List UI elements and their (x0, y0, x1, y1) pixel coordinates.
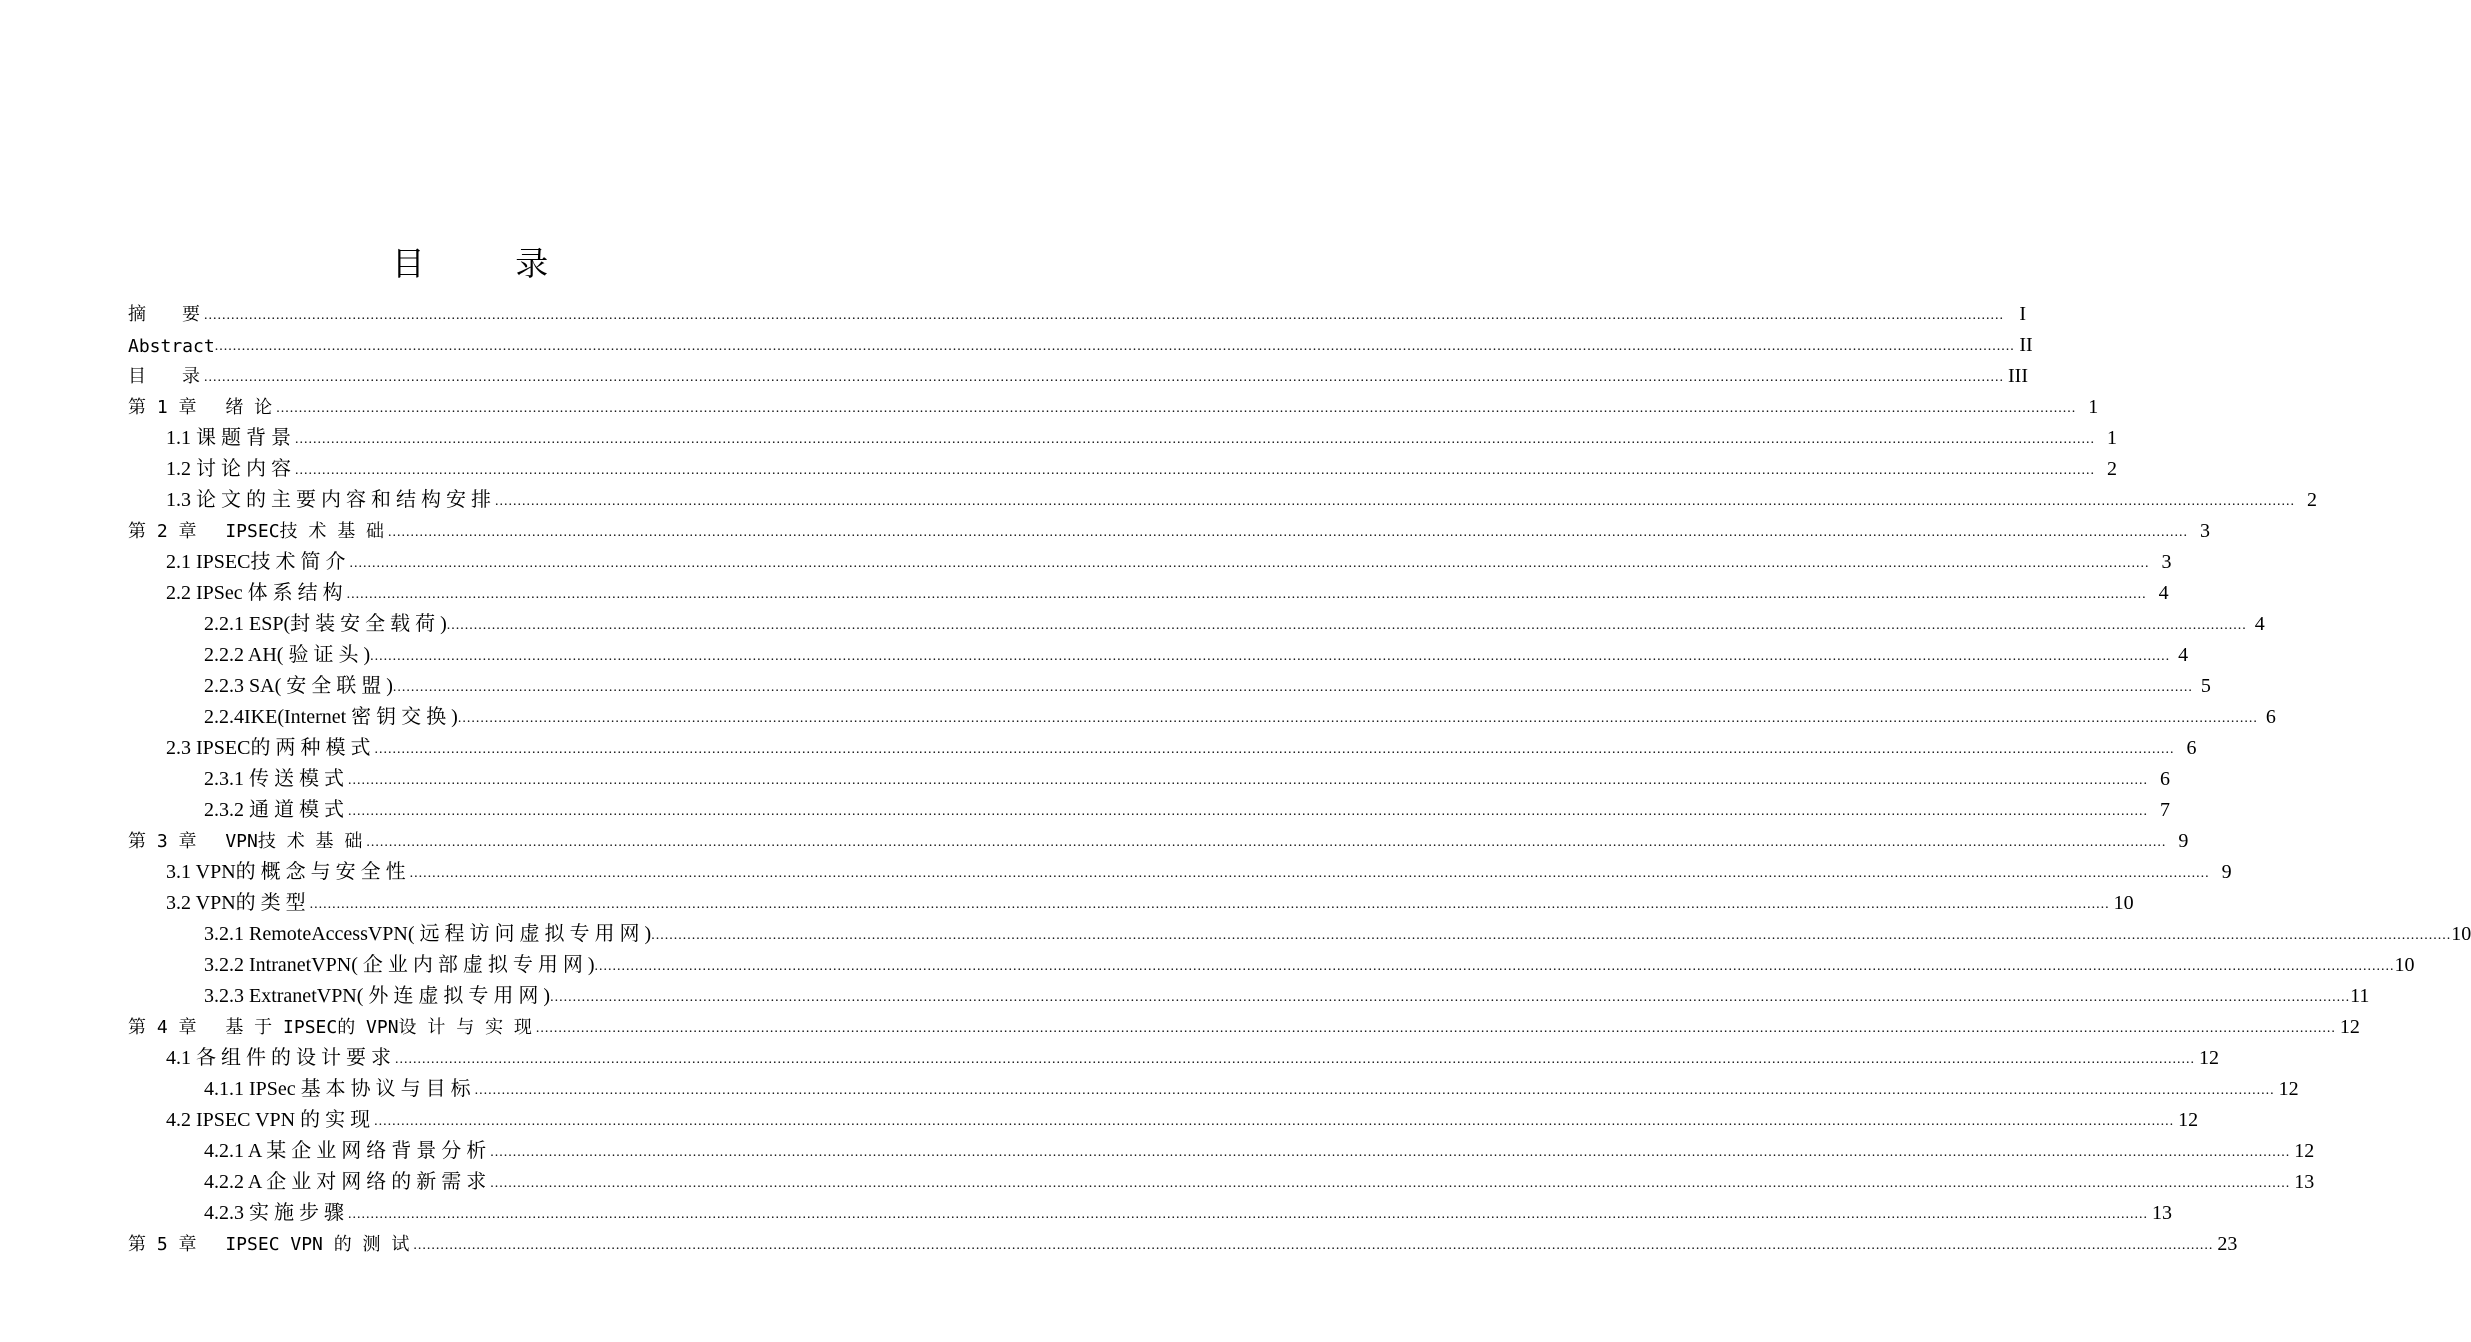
toc-leader-dots: ................................................................................................................................................................................................................................................................................................................................................................................................................ (446, 618, 2247, 633)
toc-entry-label: 3.2 VPN的 类 型 (166, 892, 306, 914)
toc-entry-label: 4.1.1 IPSec 基 本 协 议 与 目 标 (204, 1078, 471, 1100)
toc-leader-dots: ................................................................................................................................................................................................................................................................................................................................................................................................................ (474, 1083, 2275, 1098)
toc-entry-page: 1 (2107, 427, 2117, 449)
toc-entry-page: 23 (2217, 1233, 2238, 1255)
toc-entry (204, 1133, 2315, 1163)
toc-entry (166, 1040, 2219, 1070)
toc-entry-label: 2.2.4IKE(Internet 密 钥 交 换 ) (204, 706, 458, 728)
toc-entry-label: 第 4 章 基 于 IPSEC的 VPN设 计 与 实 现 (128, 1017, 532, 1038)
toc-leader-dots: ................................................................................................................................................................................................................................................................................................................................................................................................................ (550, 990, 2351, 1005)
toc-entry (128, 513, 2211, 543)
toc-leader-dots: ................................................................................................................................................................................................................................................................................................................................................................................................................ (490, 1176, 2291, 1191)
toc-leader-dots: ................................................................................................................................................................................................................................................................................................................................................................................................................ (366, 835, 2167, 850)
toc-entry (166, 420, 2117, 450)
toc-entry-page: 10 (2113, 892, 2134, 914)
toc-entry-page: 2 (2107, 458, 2117, 480)
toc-leader-dots: ................................................................................................................................................................................................................................................................................................................................................................................................................ (349, 556, 2150, 571)
toc-entry-page: 6 (2186, 737, 2197, 759)
toc-entry-label: 2.3.2 通 道 模 式 (204, 799, 344, 821)
toc-entry-label: 第 2 章 IPSEC技 术 基 础 (128, 521, 385, 542)
toc-entry-page: II (2019, 334, 2033, 356)
toc-entry-page: 1 (2088, 396, 2099, 418)
toc-entry (128, 389, 2099, 419)
toc-entry (204, 1071, 2299, 1101)
toc-entry-label: 2.3 IPSEC的 两 种 模 式 (166, 737, 371, 759)
toc-leader-dots: ................................................................................................................................................................................................................................................................................................................................................................................................................ (374, 742, 2175, 757)
toc-leader-dots: ................................................................................................................................................................................................................................................................................................................................................................................................................ (370, 649, 2171, 664)
toc-leader-dots: ................................................................................................................................................................................................................................................................................................................................................................................................................ (276, 401, 2077, 416)
toc-entry (128, 1009, 2360, 1039)
toc-entry-page: 4 (2178, 644, 2189, 666)
toc-entry-page: 12 (2199, 1047, 2219, 1069)
toc-leader-dots: ................................................................................................................................................................................................................................................................................................................................................................................................................ (348, 804, 2148, 819)
toc-entry-page: 6 (2265, 706, 2276, 728)
toc-entry-label: 第 5 章 IPSEC VPN 的 测 试 (128, 1234, 410, 1255)
toc-entry-page: 13 (2294, 1171, 2315, 1193)
toc-leader-dots: ................................................................................................................................................................................................................................................................................................................................................................................................................ (348, 773, 2148, 788)
toc-entry-page: 12 (2339, 1016, 2360, 1038)
toc-leader-dots: ................................................................................................................................................................................................................................................................................................................................................................................................................ (490, 1145, 2291, 1160)
toc-entry (128, 823, 2189, 853)
toc-entry-page: 2 (2307, 489, 2317, 511)
toc-entry-label: 1.3 论 文 的 主 要 内 容 和 结 构 安 排 (166, 489, 491, 511)
toc-entry (204, 606, 2265, 636)
toc-entry (204, 699, 2276, 729)
toc-entry (166, 451, 2117, 481)
toc-entry-label: 2.2.1 ESP(封 装 安 全 载 荷 ) (204, 613, 447, 635)
toc-entry (128, 296, 2026, 326)
toc-leader-dots: ................................................................................................................................................................................................................................................................................................................................................................................................................ (457, 711, 2258, 726)
toc-entry-label: 4.2.2 A 企 业 对 网 络 的 新 需 求 (204, 1171, 487, 1193)
toc-entry-label: 4.1 各 组 件 的 设 计 要 求 (166, 1047, 391, 1069)
toc-entry-label: 第 1 章 绪 论 (128, 397, 273, 418)
toc-entry-label: 2.2.3 SA( 安 全 联 盟 ) (204, 675, 393, 697)
toc-leader-dots: ................................................................................................................................................................................................................................................................................................................................................................................................................ (348, 1207, 2148, 1222)
toc-leader-dots: ................................................................................................................................................................................................................................................................................................................................................................................................................ (409, 866, 2210, 881)
toc-leader-dots: ................................................................................................................................................................................................................................................................................................................................................................................................................ (204, 370, 2004, 385)
toc-entry-label: 4.2 IPSEC VPN 的 实 现 (166, 1109, 371, 1131)
toc-entry-label: 1.1 课 题 背 景 (166, 427, 291, 449)
toc-entry-label: Abstract (128, 336, 215, 357)
toc-entry-page: 12 (2294, 1140, 2315, 1162)
toc-entry-page: 13 (2152, 1202, 2172, 1224)
toc-entry-page: 11 (2350, 985, 2370, 1007)
toc-entry-label: 1.2 讨 论 内 容 (166, 458, 291, 480)
toc-entry (204, 761, 2170, 791)
toc-entry (204, 1195, 2172, 1225)
toc-leader-dots: ................................................................................................................................................................................................................................................................................................................................................................................................................ (309, 897, 2110, 912)
toc-entry (166, 885, 2134, 915)
toc-entry (128, 358, 2028, 388)
toc-leader-dots: ................................................................................................................................................................................................................................................................................................................................................................................................................ (395, 1052, 2195, 1067)
toc-entry (166, 482, 2317, 512)
toc-entry-label: 4.2.1 A 某 企 业 网 络 背 景 分 析 (204, 1140, 487, 1162)
toc-entry (166, 575, 2169, 605)
toc-entry-page: I (2019, 303, 2026, 325)
toc-entry-page: 10 (2394, 954, 2415, 976)
toc-entry (204, 637, 2189, 667)
toc-leader-dots: ................................................................................................................................................................................................................................................................................................................................................................................................................ (535, 1021, 2336, 1036)
toc-entry-page: 12 (2178, 1109, 2199, 1131)
toc-entry-page: 9 (2221, 861, 2232, 883)
toc-entry-page: 4 (2254, 613, 2265, 635)
toc-entry-label: 第 3 章 VPN技 术 基 础 (128, 831, 363, 852)
toc-entry-label: 2.2.2 AH( 验 证 头 ) (204, 644, 371, 666)
toc-leader-dots: ................................................................................................................................................................................................................................................................................................................................................................................................................ (295, 463, 2095, 478)
toc-leader-dots: ................................................................................................................................................................................................................................................................................................................................................................................................................ (346, 587, 2147, 602)
toc-entry (204, 978, 2370, 1008)
toc-entry (204, 668, 2211, 698)
toc-entry-page: 10 (2451, 923, 2471, 945)
toc-entry (166, 854, 2232, 884)
toc-leader-dots: ................................................................................................................................................................................................................................................................................................................................................................................................................ (374, 1114, 2175, 1129)
toc-entry-label: 2.3.1 传 送 模 式 (204, 768, 344, 790)
toc-entry-label: 摘 要 (128, 304, 200, 325)
toc-entry-page: 5 (2200, 675, 2211, 697)
toc-leader-dots: ................................................................................................................................................................................................................................................................................................................................................................................................................ (388, 525, 2189, 540)
toc-entry (166, 730, 2197, 760)
toc-entry-label: 目 录 (128, 366, 200, 387)
toc-entry-label: 3.1 VPN的 概 念 与 安 全 性 (166, 861, 406, 883)
toc-leader-dots: ................................................................................................................................................................................................................................................................................................................................................................................................................ (413, 1238, 2214, 1253)
toc-leader-dots: ................................................................................................................................................................................................................................................................................................................................................................................................................ (295, 432, 2095, 447)
toc-entry-label: 3.2.2 IntranetVPN( 企 业 内 部 虚 拟 专 用 网 ) (204, 954, 595, 976)
toc-entry-page: 4 (2158, 582, 2169, 604)
toc-entry (166, 544, 2172, 574)
toc-leader-dots: ................................................................................................................................................................................................................................................................................................................................................................................................................ (495, 494, 2295, 509)
toc-entry-page: 12 (2278, 1078, 2299, 1100)
page-title: 目 录 (391, 244, 589, 283)
toc-entry (128, 327, 2033, 357)
toc-entry-page: III (2008, 365, 2028, 387)
toc-leader-dots: ................................................................................................................................................................................................................................................................................................................................................................................................................ (214, 339, 2015, 354)
toc-entry-label: 4.2.3 实 施 步 骤 (204, 1202, 344, 1224)
toc-leader-dots: ................................................................................................................................................................................................................................................................................................................................................................................................................ (594, 959, 2395, 974)
toc-entry (166, 1102, 2199, 1132)
toc-entry (204, 916, 2471, 946)
toc-leader-dots: ................................................................................................................................................................................................................................................................................................................................................................................................................ (204, 308, 2004, 323)
toc-entry-label: 2.2 IPSec 体 系 结 构 (166, 582, 343, 604)
toc-leader-dots: ................................................................................................................................................................................................................................................................................................................................................................................................................ (392, 680, 2193, 695)
toc-entry (204, 1164, 2315, 1194)
toc-entry-label: 3.2.3 ExtranetVPN( 外 连 虚 拟 专 用 网 ) (204, 985, 551, 1007)
toc-entry-label: 3.2.1 RemoteAccessVPN( 远 程 访 问 虚 拟 专 用 网 ) (204, 923, 652, 945)
toc-entry-page: 7 (2160, 799, 2170, 821)
toc-leader-dots: ................................................................................................................................................................................................................................................................................................................................................................................................................ (651, 928, 2452, 943)
toc-entry (128, 1226, 2238, 1256)
toc-entry-page: 9 (2178, 830, 2189, 852)
toc-entry (204, 947, 2415, 977)
toc-entry-label: 2.1 IPSEC技 术 简 介 (166, 551, 346, 573)
toc-entry (204, 792, 2170, 822)
toc-entry-page: 3 (2161, 551, 2172, 573)
toc-entry-page: 3 (2200, 520, 2211, 542)
toc-entry-page: 6 (2160, 768, 2170, 790)
